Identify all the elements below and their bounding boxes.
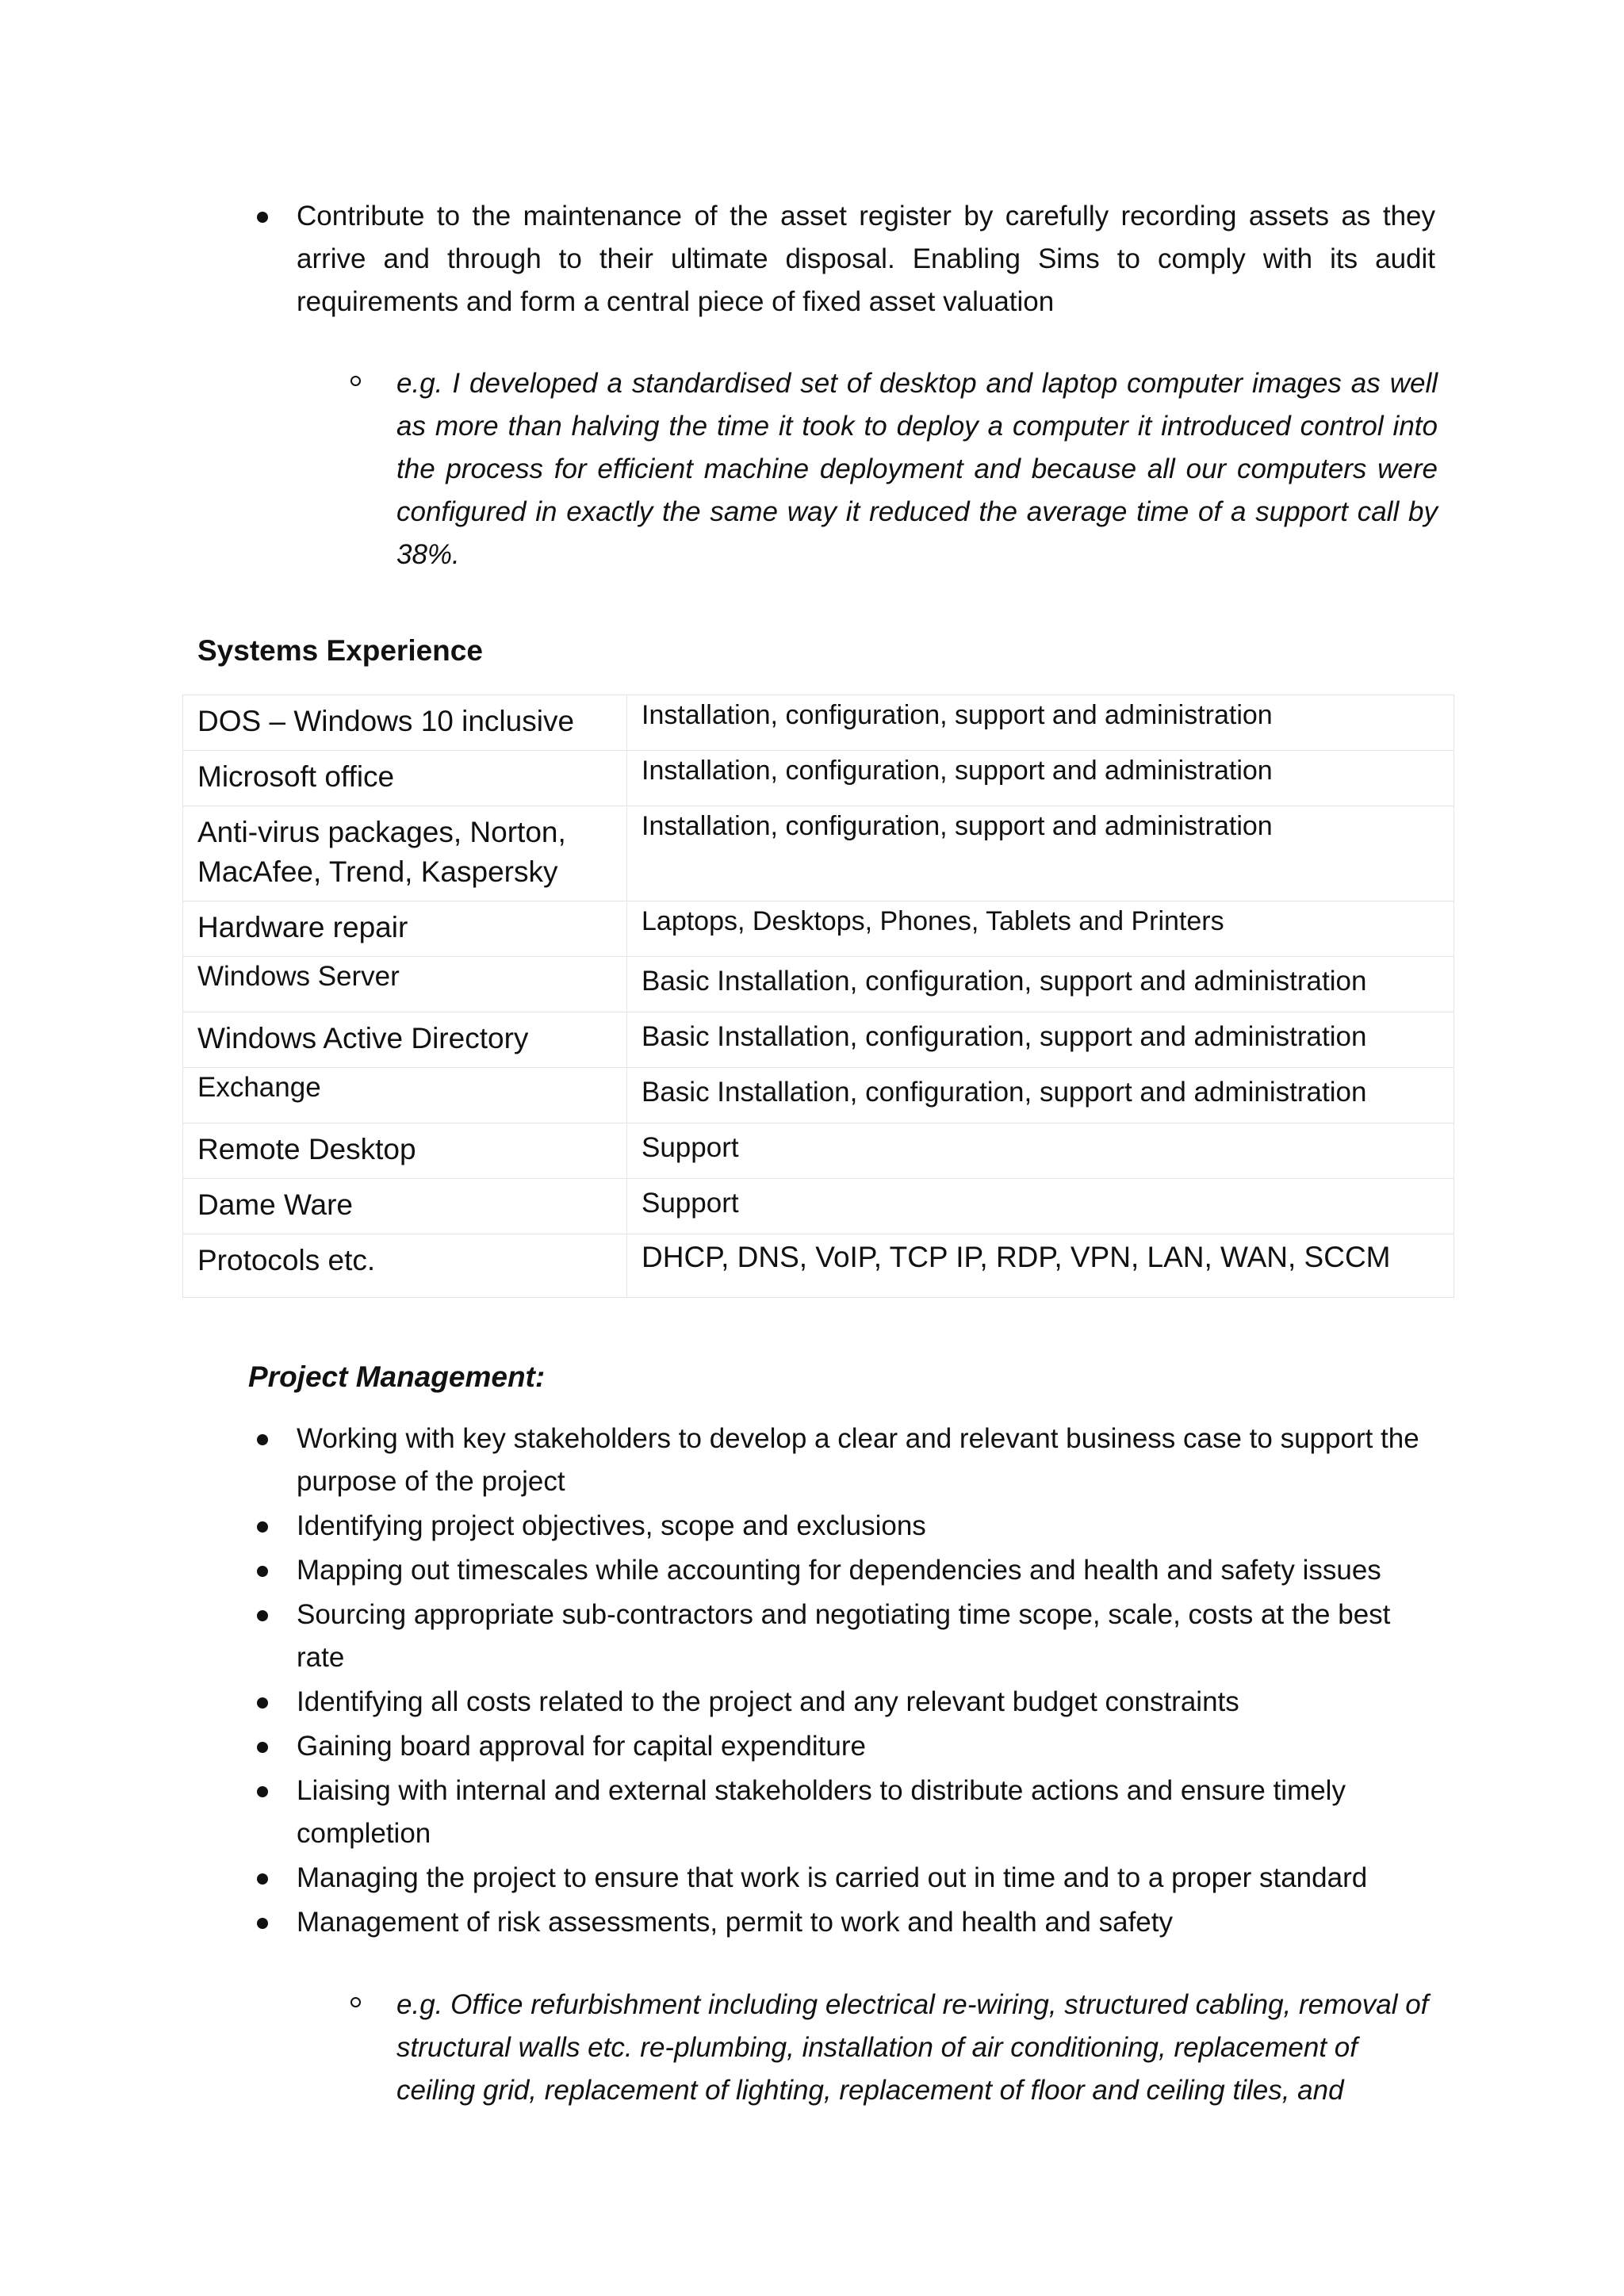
table-row <box>183 695 1454 751</box>
system-cell: Exchange <box>183 1068 627 1123</box>
table-row <box>183 1234 1454 1298</box>
bullet-text: Working with key stakeholders to develop a clear and relevant business case to support the purpose of the project <box>297 1423 1419 1497</box>
system-cell: Protocols etc. <box>183 1234 627 1298</box>
scope-cell: DHCP, DNS, VoIP, TCP IP, RDP, VPN, LAN, WAN, SCCM <box>627 1234 1454 1298</box>
system-cell: Windows Server <box>183 957 627 1012</box>
system-cell: Hardware repair <box>183 901 627 957</box>
bullet-dot-icon <box>257 1521 268 1533</box>
scope-cell: Basic Installation, configuration, support and administration <box>627 957 1454 1012</box>
project-management-heading: Project Management: <box>248 1360 546 1393</box>
list-item <box>297 1549 1438 1592</box>
bullet-text: Liaising with internal and external stakeholders to distribute actions and ensure timely completion <box>297 1775 1346 1849</box>
list-item <box>297 1857 1438 1900</box>
bullet-text: Gaining board approval for capital expenditure <box>297 1731 866 1762</box>
table-row <box>183 1068 1454 1123</box>
system-cell: Dame Ware <box>183 1179 627 1234</box>
system-cell: Windows Active Directory <box>183 1012 627 1068</box>
bullet-dot-icon <box>257 1434 268 1445</box>
bullet-text: Sourcing appropriate sub-contractors and negotiating time scope, scale, costs at the best rate <box>297 1599 1391 1673</box>
scope-cell: Installation, configuration, support and administration <box>627 806 1454 901</box>
bullet-text: Management of risk assessments, permit to work and health and safety <box>297 1907 1173 1938</box>
systems-experience-table <box>182 695 1454 1298</box>
intro-bullet-list <box>297 195 1435 323</box>
scope-cell: Basic Installation, configuration, support and administration <box>627 1012 1454 1068</box>
system-cell: DOS – Windows 10 inclusive <box>183 695 627 751</box>
table-row <box>183 751 1454 806</box>
scope-cell: Support <box>627 1179 1454 1234</box>
bullet-dot-icon <box>257 1610 268 1621</box>
bullet-dot-icon <box>257 1918 268 1929</box>
bullet-text: Managing the project to ensure that work is carried out in time and to a proper standard <box>297 1862 1368 1893</box>
table-row <box>183 901 1454 957</box>
bullet-dot-icon <box>257 1742 268 1753</box>
scope-cell: Laptops, Desktops, Phones, Tablets and Printers <box>627 901 1454 957</box>
scope-cell: Support <box>627 1123 1454 1179</box>
list-item <box>297 1594 1438 1679</box>
hollow-bullet-icon <box>350 1997 361 2007</box>
scope-cell: Basic Installation, configuration, support and administration <box>627 1068 1454 1123</box>
bullet-text: Mapping out timescales while accounting for dependencies and health and safety issues <box>297 1555 1381 1586</box>
bullet-dot-icon <box>257 1873 268 1885</box>
project-example-text: e.g. Office refurbishment including electrical re-wiring, structured cabling, removal of structural walls etc. re-plumbing, installation of air conditioning, replacement of ceiling grid, replacement of lighting, replacement of floor and ceiling tiles, and <box>396 1989 1429 2106</box>
list-item <box>297 1505 1438 1548</box>
bullet-text: Identifying project objectives, scope and exclusions <box>297 1510 926 1541</box>
list-item <box>297 1770 1438 1855</box>
hollow-bullet-icon <box>350 376 361 386</box>
scope-cell: Installation, configuration, support and administration <box>627 751 1454 806</box>
list-item <box>297 1901 1438 1944</box>
asset-example-text: e.g. I developed a standardised set of desktop and laptop computer images as well as more than halving the time it took to deploy a computer it introduced control into the process for efficient machine deployment and because all our computers were configured in exactly the same way it reduced the average time of a support call by 38%. <box>396 368 1438 570</box>
system-cell: Microsoft office <box>183 751 627 806</box>
project-example-item <box>396 1984 1443 2112</box>
table-row <box>183 1179 1454 1234</box>
system-cell: Anti-virus packages, Norton, MacAfee, Trend, Kaspersky <box>183 806 627 901</box>
list-item <box>297 1681 1438 1724</box>
table-row <box>183 957 1454 1012</box>
bullet-dot-icon <box>257 1697 268 1709</box>
scope-cell: Installation, configuration, support and administration <box>627 695 1454 751</box>
bullet-text: Identifying all costs related to the project and any relevant budget constraints <box>297 1686 1239 1717</box>
system-cell: Remote Desktop <box>183 1123 627 1179</box>
bullet-text: Contribute to the maintenance of the asset register by carefully recording assets as they arrive and through to their ultimate disposal. Enabling Sims to comply with its audit requirements and form a central piece of fixed asset valuation <box>297 201 1435 317</box>
list-item <box>297 1418 1438 1503</box>
bullet-dot-icon <box>257 212 268 223</box>
asset-example-item <box>396 362 1438 576</box>
list-item <box>297 195 1435 323</box>
systems-experience-heading: Systems Experience <box>197 634 483 667</box>
list-item <box>297 1725 1438 1768</box>
table-row <box>183 1012 1454 1068</box>
project-management-bullet-list <box>297 1418 1438 1946</box>
table-row <box>183 1123 1454 1179</box>
bullet-dot-icon <box>257 1786 268 1797</box>
table-row <box>183 806 1454 901</box>
bullet-dot-icon <box>257 1566 268 1577</box>
